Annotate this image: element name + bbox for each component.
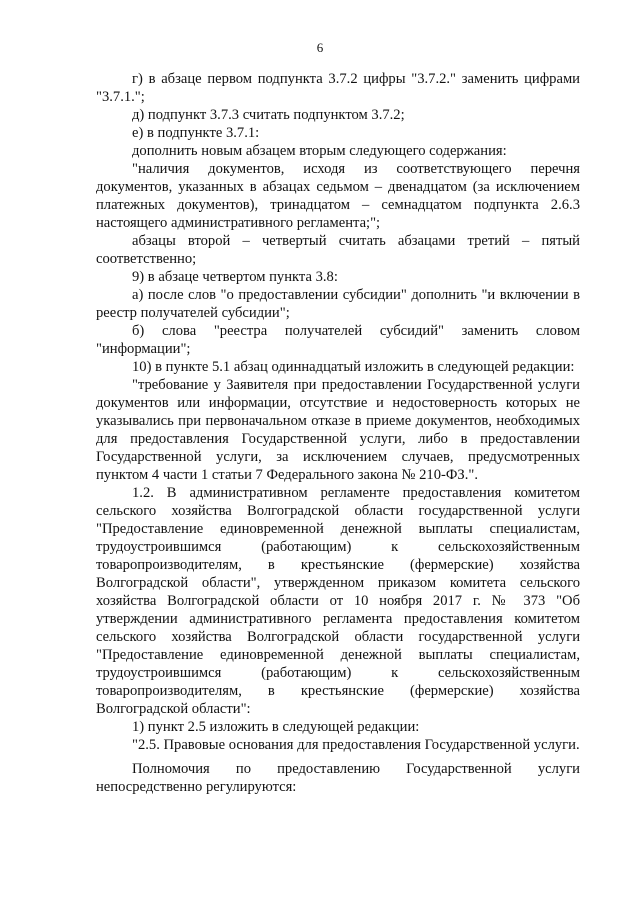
document-body: [96, 70, 580, 796]
paragraph: б) слова "реестра получателей субсидий" заменить словом "информации";: [96, 323, 580, 357]
paragraph: Полномочия по предоставлению Государственной услуги непосредственно регулируются:: [96, 761, 580, 795]
paragraph: 9) в абзаце четвертом пункта 3.8:: [132, 269, 338, 285]
paragraph: 1.2. В административном регламенте предоставления комитетом сельского хозяйства Волгоградской области государственной услуги "Предоставление единовременной денежной выплаты специалистам, трудоустроившимся (работающим) к сельскохозяйственным товаропроизводителям, в крестьянские (фермерские) хозяйства Волгоградской области", утвержденном приказом комитета сельского хозяйства Волгоградской области от 10 ноября 2017 г. № 373 "Об утверждении административного регламента предоставления комитетом сельского хозяйства Волгоградской области государственной услуги "Предоставление единовременной денежной выплаты специалистам, трудоустроившимся (работающим) к сельскохозяйственным товаропроизводителям, в крестьянские (фермерские) хозяйства Волгоградской области":: [96, 485, 580, 717]
page-number: 6: [316, 40, 324, 55]
paragraph: д) подпункт 3.7.3 считать подпунктом 3.7.2;: [132, 107, 405, 123]
paragraph: абзацы второй – четвертый считать абзацами третий – пятый соответственно;: [96, 233, 580, 267]
paragraph: "наличия документов, исходя из соответствующего перечня документов, указанных в абзацах седьмом – двенадцатом (за исключением платежных документов), тринадцатом – семнадцатом подпункта 2.6.3 настоящего административного регламента;";: [96, 161, 580, 231]
paragraph: а) после слов "о предоставлении субсидии" дополнить "и включении в реестр получателей субсидии";: [96, 287, 580, 321]
paragraph: 10) в пункте 5.1 абзац одиннадцатый изложить в следующей редакции:: [132, 359, 575, 375]
paragraph: 1) пункт 2.5 изложить в следующей редакции:: [132, 719, 420, 735]
paragraph: "2.5. Правовые основания для предоставления Государственной услуги.: [132, 737, 580, 753]
paragraph: "требование у Заявителя при предоставлении Государственной услуги документов или информации, отсутствие и недостоверность которых не указывались при первоначальном отказе в приеме документов, необходимых для предоставления Государственной услуги, либо в предоставлении Государственной услуги, за исключением случаев, предусмотренных пунктом 4 части 1 статьи 7 Федерального закона № 210-ФЗ.".: [96, 377, 580, 483]
paragraph: е) в подпункте 3.7.1:: [132, 125, 260, 141]
paragraph: г) в абзаце первом подпункта 3.7.2 цифры "3.7.2." заменить цифрами "3.7.1.";: [96, 71, 580, 105]
paragraph: дополнить новым абзацем вторым следующего содержания:: [132, 143, 507, 159]
